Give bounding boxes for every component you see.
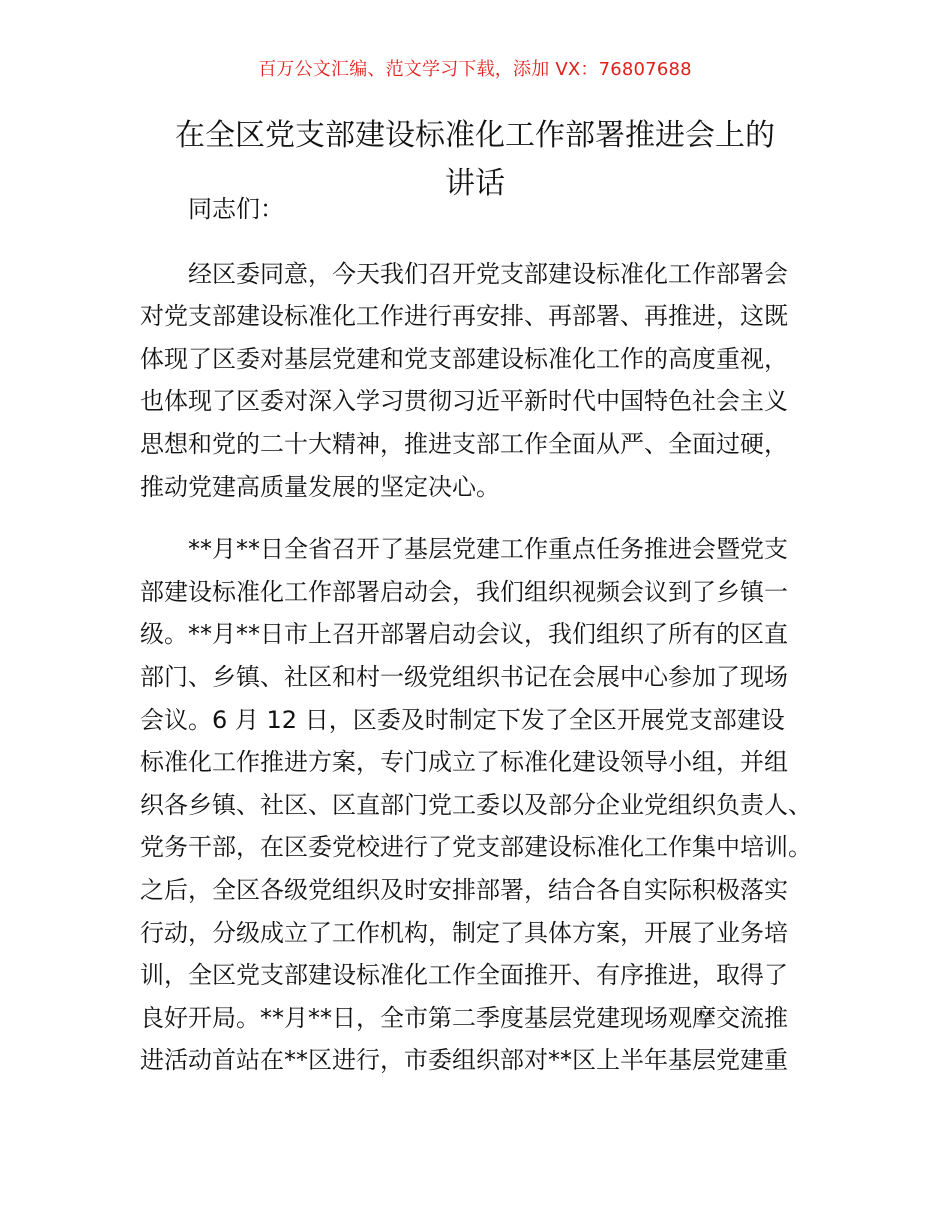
paragraph-2	[140, 528, 820, 1082]
paragraph-line: 标准化工作推进方案，专门成立了标准化建设领导小组，并组	[140, 748, 788, 777]
title-line: 讲话	[445, 166, 505, 201]
paragraph-line: 级。**月**日市上召开部署启动会议，我们组织了所有的区直	[140, 620, 788, 649]
header-banner: 百万公文汇编、范文学习下载，添加 VX：76807688	[258, 59, 692, 80]
paragraph-1	[140, 253, 820, 509]
document-body	[140, 188, 820, 1102]
title-line: 在全区党支部建设标准化工作部署推进会上的	[175, 118, 775, 153]
paragraph-line: 体现了区委对基层党建和党支部建设标准化工作的高度重视，	[140, 344, 788, 373]
paragraph-line: 良好开局。**月**日，全市第二季度基层党建现场观摩交流推	[140, 1003, 788, 1032]
paragraph-line: 部建设标准化工作部署启动会，我们组织视频会议到了乡镇一	[140, 577, 788, 606]
paragraph-line: 行动，分级成立了工作机构，制定了具体方案，开展了业务培	[140, 918, 788, 947]
paragraph-line: 进活动首站在**区进行，市委组织部对**区上半年基层党建重	[140, 1046, 788, 1075]
paragraph-line: 党务干部，在区委党校进行了党支部建设标准化工作集中培训。	[140, 833, 812, 862]
paragraph-line: **月**日全省召开了基层党建工作重点任务推进会暨党支	[188, 535, 788, 564]
paragraph-line: 织各乡镇、社区、区直部门党工委以及部分企业党组织负责人、	[140, 790, 812, 819]
paragraph-line: 会议。6 月 12 日，区委及时制定下发了全区开展党支部建设	[140, 705, 785, 734]
paragraph-line: 对党支部建设标准化工作进行再安排、再部署、再推进，这既	[140, 302, 788, 331]
paragraph-line: 训，全区党支部建设标准化工作全面推开、有序推进，取得了	[140, 961, 788, 990]
paragraph-line: 部门、乡镇、社区和村一级党组织书记在会展中心参加了现场	[140, 662, 788, 691]
paragraph-line: 思想和党的二十大精神，推进支部工作全面从严、全面过硬，	[140, 429, 788, 458]
paragraph-line: 推动党建高质量发展的坚定决心。	[140, 472, 500, 501]
paragraph-line: 也体现了区委对深入学习贯彻习近平新时代中国特色社会主义	[140, 387, 788, 416]
salutation: 同志们：	[188, 195, 284, 223]
paragraph-line: 之后，全区各级党组织及时安排部署，结合各自实际积极落实	[140, 875, 788, 904]
paragraph-line: 经区委同意，今天我们召开党支部建设标准化工作部署会	[188, 259, 788, 288]
